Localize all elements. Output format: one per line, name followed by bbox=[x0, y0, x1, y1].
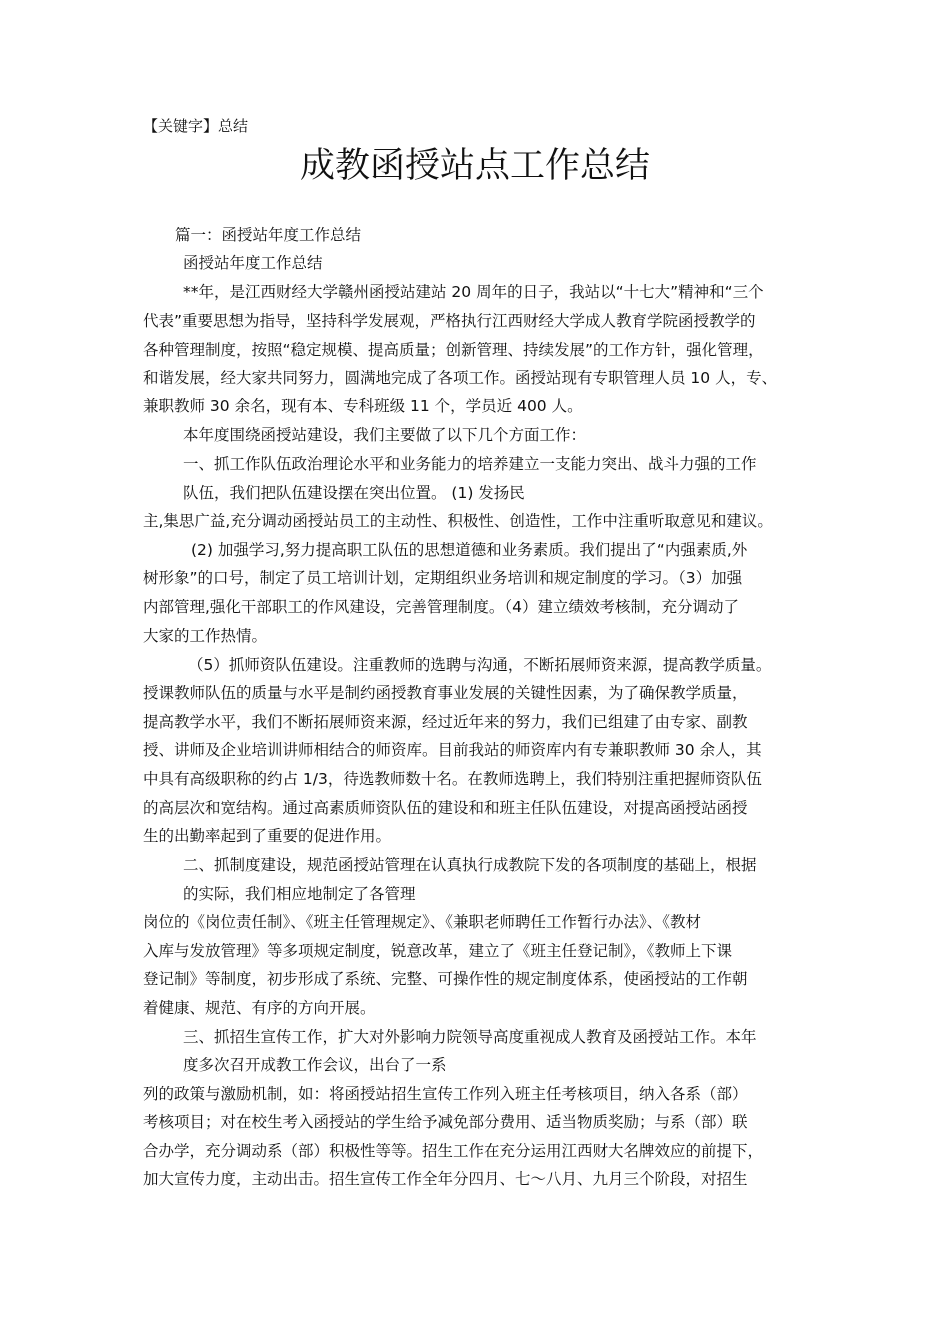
section-heading: 篇一：函授站年度工作总结 bbox=[175, 226, 362, 244]
body-line: 的实际，我们相应地制定了各管理 bbox=[183, 885, 416, 903]
body-line: 岗位的《岗位责任制》、《班主任管理规定》、《兼职老师聘任工作暂行办法》、《教材 bbox=[143, 913, 702, 931]
body-line: 大家的工作热情。 bbox=[143, 627, 268, 645]
body-line: 主,集思广益,充分调动函授站员工的主动性、积极性、创造性，工作中注重听取意见和建议。 bbox=[143, 512, 773, 530]
body-line: 代表”重要思想为指导，坚持科学发展观，严格执行江西财经大学成人教育学院函授教学的 bbox=[143, 312, 756, 330]
body-line: (2) 加强学习,努力提高职工队伍的思想道德和业务素质。我们提出了“内强素质,外 bbox=[191, 541, 748, 559]
document-title: 成教函授站点工作总结 bbox=[299, 146, 650, 186]
body-line: 列的政策与激励机制，如：将函授站招生宣传工作列入班主任考核项目，纳入各系（部） bbox=[143, 1085, 748, 1103]
body-line: 兼职教师 30 余名，现有本、专科班级 11 个，学员近 400 人。 bbox=[143, 397, 583, 415]
body-line: 度多次召开成教工作会议，出台了一系 bbox=[183, 1056, 447, 1074]
body-line: 登记制》等制度，初步形成了系统、完整、可操作性的规定制度体系，使函授站的工作朝 bbox=[143, 970, 748, 988]
keyword-line: 【关键字】总结 bbox=[143, 117, 249, 135]
body-line: 的高层次和宽结构。通过高素质师资队伍的建设和和班主任队伍建设，对提高函授站函授 bbox=[143, 799, 748, 817]
body-line: 提高教学水平，我们不断拓展师资来源，经过近年来的努力，我们已组建了由专家、副教 bbox=[143, 713, 748, 731]
body-line: 本年度围绕函授站建设，我们主要做了以下几个方面工作： bbox=[183, 426, 587, 444]
body-line: 授、讲师及企业培训讲师相结合的师资库。目前我站的师资库内有专兼职教师 30 余人，其 bbox=[143, 741, 762, 759]
body-line: 授课教师队伍的质量与水平是制约函授教育事业发展的关键性因素，为了确保教学质量， bbox=[143, 684, 748, 702]
body-line: 合办学，充分调动系（部）积极性等等。招生工作在充分运用江西财大名牌效应的前提下， bbox=[143, 1142, 764, 1160]
body-line: 一、抓工作队伍政治理论水平和业务能力的培养建立一支能力突出、战斗力强的工作 bbox=[183, 455, 757, 473]
body-line: 各种管理制度，按照“稳定规模、提高质量；创新管理、持续发展”的工作方针，强化管理， bbox=[143, 341, 764, 359]
body-line: 生的出勤率起到了重要的促进作用。 bbox=[143, 827, 392, 845]
subheading: 函授站年度工作总结 bbox=[183, 254, 323, 272]
body-line: 加大宣传力度，主动出击。招生宣传工作全年分四月、七～八月、九月三个阶段，对招生 bbox=[143, 1170, 748, 1188]
body-line: 和谐发展，经大家共同努力，圆满地完成了各项工作。函授站现有专职管理人员 10 人，专、 bbox=[143, 369, 778, 387]
body-line: （5）抓师资队伍建设。注重教师的选聘与沟通，不断拓展师资来源，提高教学质量。 bbox=[188, 656, 772, 674]
body-line: 二、抓制度建设，规范函授站管理在认真执行成教院下发的各项制度的基础上，根据 bbox=[183, 856, 757, 874]
body-line: 树形象”的口号，制定了员工培训计划，定期组织业务培训和规定制度的学习。（3）加强 bbox=[143, 569, 743, 587]
body-line: 队伍，我们把队伍建设摆在突出位置。 (1) 发扬民 bbox=[183, 484, 525, 502]
body-line: 三、抓招生宣传工作，扩大对外影响力院领导高度重视成人教育及函授站工作。本年 bbox=[183, 1028, 757, 1046]
body-line: 内部管理,强化干部职工的作风建设，完善管理制度。（4）建立绩效考核制，充分调动了 bbox=[143, 598, 740, 616]
body-line: **年，是江西财经大学赣州函授站建站 20 周年的日子，我站以“十七大”精神和“三个 bbox=[183, 283, 764, 301]
body-line: 中具有高级职称的约占 1/3，待选教师数十名。在教师选聘上，我们特别注重把握师资队伍 bbox=[143, 770, 762, 788]
body-line: 入库与发放管理》等多项规定制度，锐意改革，建立了《班主任登记制》，《教师上下课 bbox=[143, 942, 733, 960]
body-line: 考核项目；对在校生考入函授站的学生给予减免部分费用、适当物质奖励；与系（部）联 bbox=[143, 1113, 748, 1131]
body-line: 着健康、规范、有序的方向开展。 bbox=[143, 999, 376, 1017]
